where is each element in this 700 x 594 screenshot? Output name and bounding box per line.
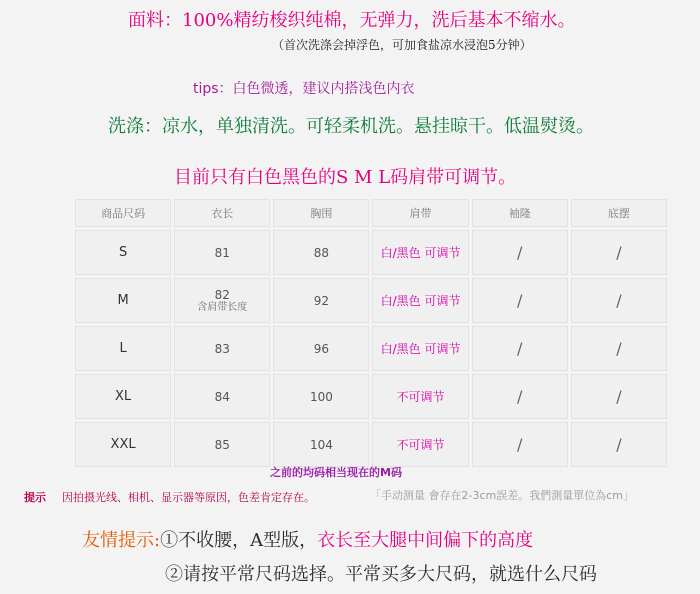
measurement-note: 「手动测量 會存在2-3cm誤差。我們測量單位為cm」 [370, 489, 634, 502]
table-row [75, 374, 667, 419]
cell-length: 84 [174, 374, 270, 419]
friendly-tip-label: 友情提示: [82, 530, 161, 551]
cell-size: XL [75, 374, 171, 419]
availability-note: 目前只有白色黑色的S M L码肩带可调节。 [174, 167, 517, 188]
uniform-size-note: 之前的均码相当现在的M码 [270, 466, 402, 479]
friendly-tip-fit: ①不收腰，A型版， [160, 530, 318, 551]
cell-size: XXL [75, 422, 171, 467]
length-note: 含肩带长度 [197, 302, 248, 313]
cell-length: 83 [174, 326, 270, 371]
table-row [75, 278, 667, 323]
cell-hem: / [571, 230, 667, 275]
fabric-info: 面料：100%精纺梭织纯棉，无弹力，洗后基本不缩水。 [128, 10, 576, 31]
cell-hem: / [571, 374, 667, 419]
cell-length [174, 278, 270, 323]
cell-armhole: / [472, 326, 568, 371]
size-table [72, 196, 670, 470]
cell-armhole: / [472, 422, 568, 467]
header-armhole: 袖隆 [472, 199, 568, 227]
cell-chest: 104 [273, 422, 369, 467]
cell-chest: 96 [273, 326, 369, 371]
table-header-row [75, 199, 667, 227]
disclaimer-label: 提示 [24, 491, 46, 504]
cell-strap: 白/黑色 可调节 [372, 278, 468, 323]
cell-strap: 白/黑色 可调节 [372, 230, 468, 275]
table-row [75, 230, 667, 275]
cell-armhole: / [472, 230, 568, 275]
cell-armhole: / [472, 278, 568, 323]
wash-instructions: 洗涤：凉水，单独清洗。可轻柔机洗。悬挂晾干。低温熨烫。 [108, 116, 594, 137]
header-strap: 肩带 [372, 199, 468, 227]
cell-hem: / [571, 326, 667, 371]
friendly-tip-line-1 [82, 526, 533, 552]
cell-armhole: / [472, 374, 568, 419]
cell-length: 81 [174, 230, 270, 275]
length-value: 82 [214, 288, 230, 302]
cell-chest: 100 [273, 374, 369, 419]
header-hem: 底摆 [571, 199, 667, 227]
cell-strap: 不可调节 [372, 422, 468, 467]
cell-hem: / [571, 422, 667, 467]
friendly-tip-length: 衣长至大腿中间偏下的高度 [317, 530, 534, 551]
cell-strap: 白/黑色 可调节 [372, 326, 468, 371]
friendly-tip-line-2: ②请按平常尺码选择。平常买多大尺码，就选什么尺码 [165, 564, 597, 585]
cell-length: 85 [174, 422, 270, 467]
color-disclaimer: 因拍摄光线、相机、显示器等原因，色差肯定存在。 [62, 491, 315, 504]
tips-line: tips：白色微透，建议内搭浅色内衣 [193, 81, 415, 97]
cell-size: S [75, 230, 171, 275]
cell-chest: 88 [273, 230, 369, 275]
cell-strap: 不可调节 [372, 374, 468, 419]
cell-size: L [75, 326, 171, 371]
cell-hem: / [571, 278, 667, 323]
cell-chest: 92 [273, 278, 369, 323]
header-size: 商品尺码 [75, 199, 171, 227]
table-row [75, 422, 667, 467]
header-chest: 胸围 [273, 199, 369, 227]
cell-size: M [75, 278, 171, 323]
header-length: 衣长 [174, 199, 270, 227]
table-row [75, 326, 667, 371]
fabric-wash-note: （首次洗涤会掉浮色，可加食盐凉水浸泡5分钟） [272, 38, 532, 52]
